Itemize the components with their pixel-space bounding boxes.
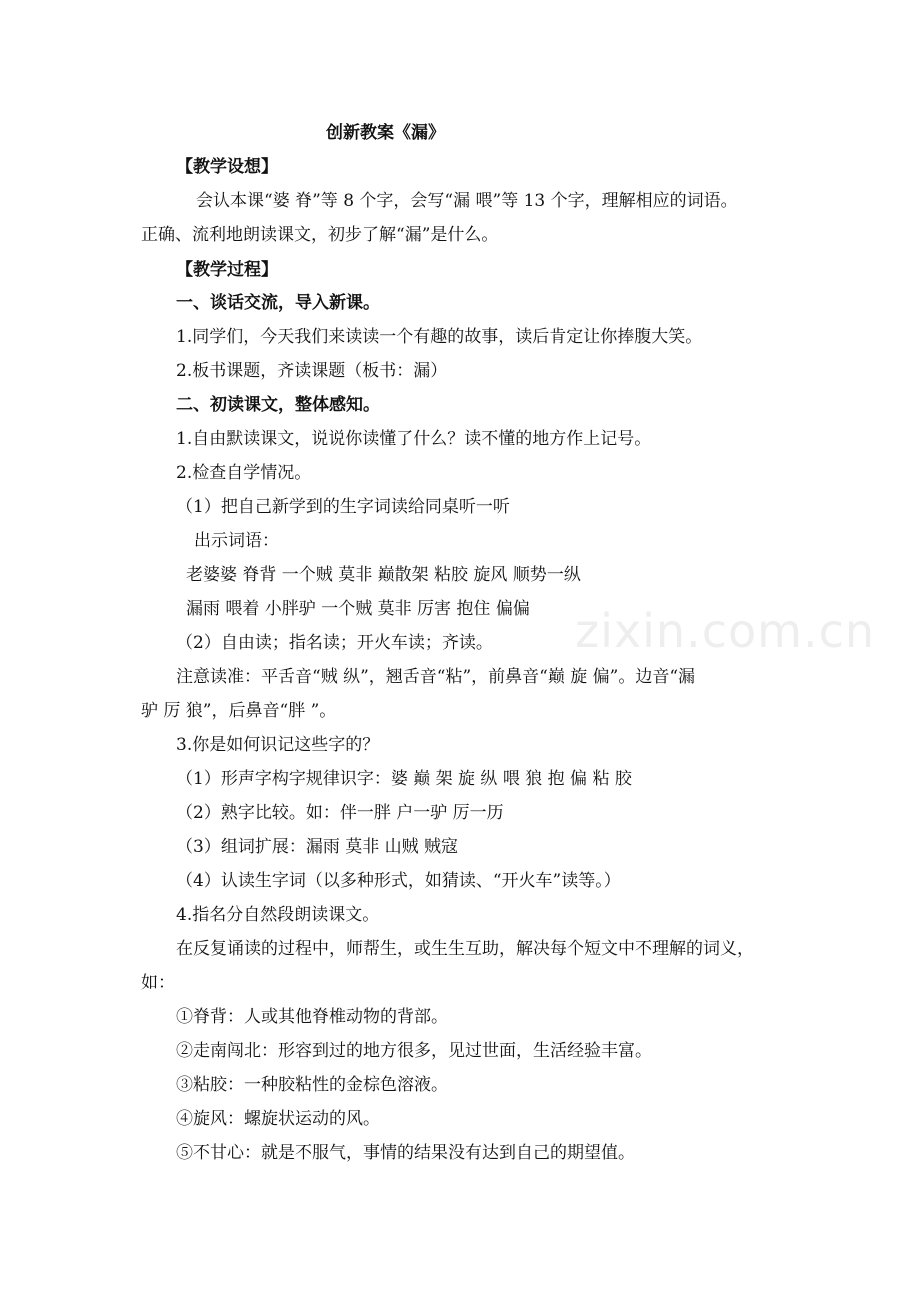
definition-item: ④旋风：螺旋状运动的风。 bbox=[176, 1109, 380, 1129]
paragraph-line: 4.指名分自然段朗读课文。 bbox=[176, 905, 380, 925]
paragraph-line: 3.你是如何识记这些字的？ bbox=[176, 735, 380, 755]
paragraph-line: （2）熟字比较。如：伴一胖 户一驴 厉一历 bbox=[176, 803, 504, 823]
definition-item: ⑤不甘心：就是不服气，事情的结果没有达到自己的期望值。 bbox=[176, 1143, 635, 1163]
word-list-line: 漏雨 喂着 小胖驴 一个贼 莫非 厉害 抱住 偏偏 bbox=[186, 599, 530, 619]
paragraph-line: （2）自由读；指名读；开火车读；齐读。 bbox=[176, 633, 493, 653]
section-heading-teaching-process: 【教学过程】 bbox=[176, 260, 278, 280]
definition-item: ③粘胶：一种胶粘性的金棕色溶液。 bbox=[176, 1075, 448, 1095]
word-list-line: 老婆婆 脊背 一个贼 莫非 巅散架 粘胶 旋风 顺势一纵 bbox=[186, 565, 581, 585]
paragraph-line: 2.板书课题，齐读课题（板书：漏） bbox=[176, 361, 448, 381]
paragraph-line: 1.同学们，今天我们来读读一个有趣的故事，读后肯定让你捧腹大笑。 bbox=[176, 327, 703, 347]
paragraph-line: 如： bbox=[141, 973, 175, 993]
paragraph-line: 在反复诵读的过程中，师帮生，或生生互助，解决每个短文中不理解的词义， bbox=[176, 939, 754, 959]
paragraph-line: 2.检查自学情况。 bbox=[176, 463, 312, 483]
paragraph-line: 1.自由默读课文，说说你读懂了什么？读不懂的地方作上记号。 bbox=[176, 429, 652, 449]
step-heading-1: 一、谈话交流，导入新课。 bbox=[176, 293, 380, 313]
paragraph-line: （1）形声字构字规律识字：婆 巅 架 旋 纵 喂 狼 抱 偏 粘 胶 bbox=[176, 769, 632, 789]
paragraph-line: 注意读准：平舌音“贼 纵”，翘舌音“粘”，前鼻音“巅 旋 偏”。边音“漏 bbox=[176, 667, 696, 687]
document-title: 创新教案《漏》 bbox=[326, 123, 445, 143]
section-heading-teaching-idea: 【教学设想】 bbox=[176, 157, 278, 177]
watermark: zixin.com.cn bbox=[575, 604, 876, 658]
paragraph-line: 会认本课“婆 脊”等 8 个字，会写“漏 喂”等 13 个字，理解相应的词语。 bbox=[196, 191, 738, 211]
definition-item: ②走南闯北：形容到过的地方很多，见过世面，生活经验丰富。 bbox=[176, 1041, 652, 1061]
paragraph-line: 出示词语： bbox=[194, 531, 279, 551]
paragraph-line: （4）认读生字词（以多种形式，如猜读、“开火车”读等。） bbox=[176, 871, 621, 891]
paragraph-line: （1）把自己新学到的生字词读给同桌听一听 bbox=[176, 497, 510, 517]
paragraph-line: （3）组词扩展：漏雨 莫非 山贼 贼寇 bbox=[176, 837, 459, 857]
paragraph-line: 正确、流利地朗读课文，初步了解“漏”是什么。 bbox=[141, 225, 499, 245]
paragraph-line: 驴 厉 狼”，后鼻音“胖 ”。 bbox=[141, 701, 337, 721]
step-heading-2: 二、初读课文，整体感知。 bbox=[176, 395, 380, 415]
definition-item: ①脊背：人或其他脊椎动物的背部。 bbox=[176, 1007, 448, 1027]
